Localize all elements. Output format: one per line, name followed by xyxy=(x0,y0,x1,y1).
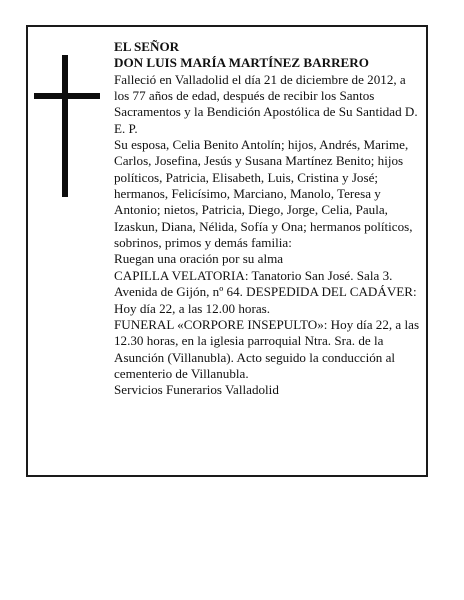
funeral-services-provider: Servicios Funerarios Valladolid xyxy=(114,382,279,398)
heading-title: EL SEÑOR xyxy=(114,39,180,54)
family-list: Su esposa, Celia Benito Antolín; hijos, Andrés, Marime, Carlos, Josefina, Jesús y Susana Martínez Benito; hijos políticos, Patricia, Elisabeth, Luis, Cristina y José; hermanos, Felicísimo, Marciano, Manolo, Teresa y Antonio; nietos, Patricia, Diego, Jorge, Celia, Paula, Izaskun, Diana, Nélida, Sofía y Ona; hermanos políticos, sobrinos, primos y demás familia: xyxy=(114,137,413,251)
latin-cross-icon xyxy=(34,55,100,197)
death-announcement: Falleció en Valladolid el día 21 de diciembre de 2012, a los 77 años de edad, después de recibir los Santos Sacramentos y la Bendición Apostólica de Su Santidad D. E. P. xyxy=(114,71,418,136)
cross-vertical-bar xyxy=(62,55,68,197)
funeral-details: FUNERAL «CORPORE INSEPULTO»: Hoy día 22, a las 12.30 horas, en la iglesia parroquial Ntra. Sra. de la Asunción (Villanubla). Acto seguido la conducción al cementerio de Villanubla. xyxy=(114,316,420,381)
prayer-request: Ruegan una oración por su alma xyxy=(114,251,284,267)
wake-details: CAPILLA VELATORIA: Tanatorio San José. Sala 3. Avenida de Gijón, nº 64. DESPEDIDA DEL CADÁVER: Hoy día 22, a las 12.00 horas. xyxy=(114,267,417,316)
deceased-name: DON LUIS MARÍA MARTÍNEZ BARRERO xyxy=(114,55,369,71)
cross-horizontal-bar xyxy=(34,93,100,99)
obituary-text xyxy=(114,39,424,399)
